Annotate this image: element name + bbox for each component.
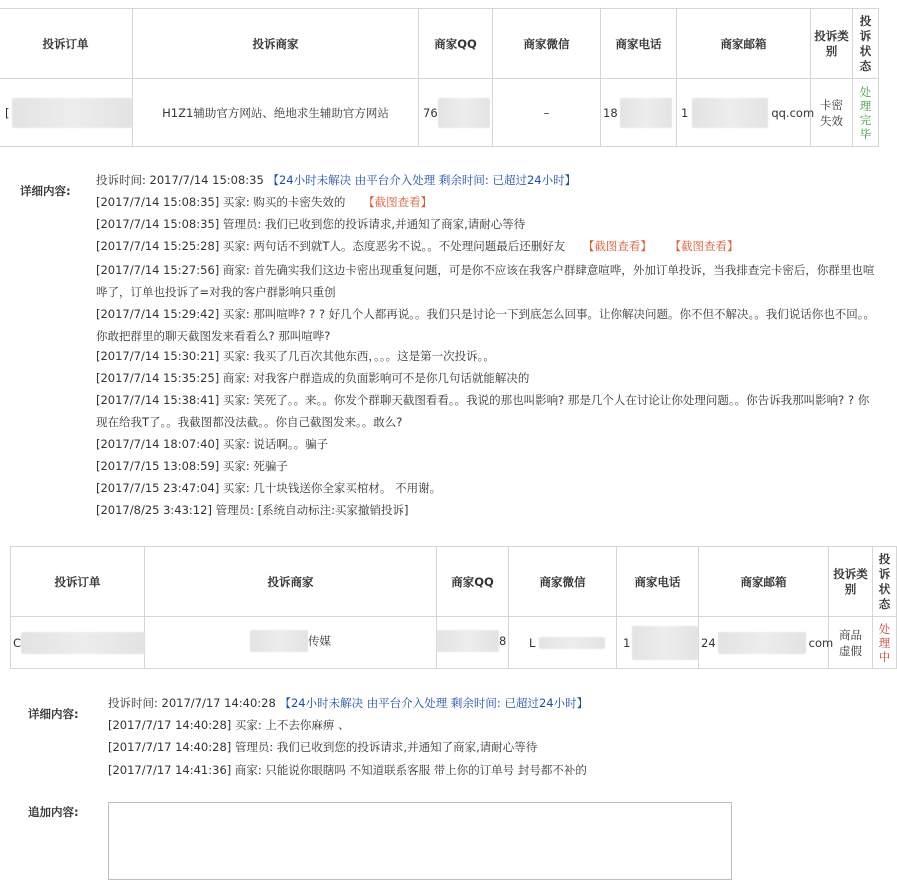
status-cell	[853, 79, 879, 147]
message-1: [2017/7/17 14:40:28] 买家: 上不去你麻痹 、	[108, 718, 350, 732]
header-merchant: 投诉商家	[133, 9, 419, 79]
complaint-table-1	[0, 8, 879, 147]
email-cell	[677, 79, 815, 147]
qq-prefix: 76	[423, 105, 438, 120]
email-prefix: 1	[681, 105, 689, 120]
message-2: [2017/7/14 15:08:35] 管理员: 我们已收到您的投诉请求,并通知了商家,请耐心等待	[96, 217, 526, 231]
redacted-qq	[437, 630, 499, 652]
message-2: [2017/7/17 14:40:28] 管理员: 我们已收到您的投诉请求,并通知了商家,请耐心等待	[108, 740, 538, 754]
message-9: [2017/7/14 18:07:40] 买家: 说话啊。。骗子	[96, 437, 329, 451]
header-order: 投诉订单	[11, 547, 145, 617]
header-qq: 商家QQ	[437, 547, 509, 617]
merchant-cell	[145, 617, 437, 669]
header-wechat: 商家微信	[493, 9, 601, 79]
header-email: 商家邮箱	[677, 9, 811, 79]
message-4: [2017/7/14 15:27:56] 商家: 首先确实我们这边卡密出现重复问题，可是你不应该在我客户群肆意喧哗，外加订单投诉，当我排查完卡密后，你群里也喧哗了，订单也投诉了=对我的客户群影响只重创	[96, 263, 875, 299]
message-1: [2017/7/14 15:08:35] 买家: 购买的卡密失效的 【截图查看】	[96, 195, 433, 209]
complaint-table-2	[10, 546, 897, 669]
redacted-phone	[632, 626, 698, 660]
status-processing: 处理中	[878, 621, 891, 664]
add-content-textarea[interactable]	[108, 802, 732, 880]
phone-cell	[617, 617, 699, 669]
header-order: 投诉订单	[0, 9, 133, 79]
message-5: [2017/7/14 15:29:42] 买家: 那叫喧哗? ? ? 好几个人都再说。。我们只是讨论一下到底怎么回事。让你解决问题。你不但不解决。。我们说话你也不回。。你敢把群里的聊天截图发来看看么? 那叫喧哗?	[96, 307, 875, 343]
screenshot-link[interactable]: 【截图查看】	[669, 239, 739, 253]
category-cell: 卡密失效	[811, 79, 853, 147]
email-cell	[699, 617, 834, 669]
header-category: 投诉类别	[829, 547, 873, 617]
email-suffix: com	[808, 635, 834, 650]
message-6: [2017/7/14 15:30:21] 买家: 我买了几百次其他东西，。。。这是第一次投诉。。	[96, 349, 495, 363]
add-content-label: 追加内容:	[28, 805, 79, 819]
header-merchant: 投诉商家	[145, 547, 437, 617]
complaint-time-2: 投诉时间: 2017/7/17 14:40:28 【24小时未解决 由平台介入处理 剩余时间: 已超过24小时】	[108, 696, 589, 710]
order-prefix: C	[13, 635, 22, 650]
phone-prefix: 1	[623, 635, 631, 650]
phone-cell	[601, 79, 677, 147]
status-cell	[873, 617, 897, 669]
redacted-qq	[438, 98, 490, 128]
wechat-prefix: L	[529, 635, 536, 650]
redacted-email	[718, 632, 806, 654]
header-status: 投诉状态	[853, 9, 879, 79]
redacted-phone	[620, 98, 672, 128]
header-phone: 商家电话	[601, 9, 677, 79]
header-wechat: 商家微信	[509, 547, 617, 617]
platform-status-1: 【24小时未解决 由平台介入处理 剩余时间: 已超过24小时】	[267, 173, 577, 187]
qq-cell	[419, 79, 493, 147]
redacted-email	[692, 98, 768, 128]
message-3: [2017/7/14 15:25:28] 买家: 两句话不到就T人。态度恶劣不说。。不处理问题最后还删好友 【截图查看】 【截图查看】	[96, 239, 739, 253]
order-prefix: [	[5, 105, 10, 120]
redacted-wechat	[539, 637, 605, 649]
merchant-suffix: 传媒	[308, 634, 331, 648]
email-suffix: qq.com	[771, 105, 815, 120]
merchant-cell: H1Z1辅助官方网站、绝地求生辅助官方网站	[133, 79, 419, 147]
message-8: [2017/7/14 15:38:41] 买家: 笑死了。。来。。你发个群聊天截图看看。。我说的那也叫影响? 那是几个人在讨论让你处理问题。。你告诉我那叫影响? ? 你现在给我T了。。我截图都没法截。。你自己截图发来。。敢么?	[96, 393, 870, 429]
header-email: 商家邮箱	[699, 547, 829, 617]
wechat-cell: –	[493, 79, 601, 147]
detail-label-2: 详细内容:	[28, 707, 79, 721]
status-done: 处理完毕	[859, 84, 872, 141]
message-3: [2017/7/17 14:41:36] 商家: 只能说你眼瞎吗 不知道联系客服 带上你的订单号 封号都不补的	[108, 763, 587, 777]
complaint-time-1: 投诉时间: 2017/7/14 15:08:35 【24小时未解决 由平台介入处理 剩余时间: 已超过24小时】	[96, 173, 577, 187]
email-prefix: 24	[701, 635, 716, 650]
message-7: [2017/7/14 15:35:25] 商家: 对我客户群造成的负面影响可不是你几句话就能解决的	[96, 371, 530, 385]
message-12: [2017/8/25 3:43:12] 管理员: [系统自动标注:买家撤销投诉]	[96, 503, 409, 517]
message-10: [2017/7/15 13:08:59] 买家: 死骗子	[96, 459, 288, 473]
redacted-merchant	[250, 630, 308, 652]
header-category: 投诉类别	[811, 9, 853, 79]
order-cell	[11, 617, 145, 669]
redacted-order	[21, 632, 145, 654]
qq-cell	[437, 617, 509, 669]
message-11: [2017/7/15 23:47:04] 买家: 几十块钱送你全家买棺材。 不用谢。	[96, 481, 442, 495]
order-cell	[0, 79, 133, 147]
header-qq: 商家QQ	[419, 9, 493, 79]
detail-label-1: 详细内容:	[20, 184, 71, 198]
header-status: 投诉状态	[873, 547, 897, 617]
qq-suffix: 8	[499, 634, 507, 648]
redacted-order	[12, 98, 132, 128]
header-phone: 商家电话	[617, 547, 699, 617]
screenshot-link[interactable]: 【截图查看】	[582, 239, 652, 253]
wechat-cell	[509, 617, 617, 669]
phone-prefix: 18	[603, 105, 618, 120]
screenshot-link[interactable]: 【截图查看】	[363, 195, 433, 209]
platform-status-2: 【24小时未解决 由平台介入处理 剩余时间: 已超过24小时】	[279, 696, 589, 710]
category-cell: 商品虚假	[829, 617, 873, 669]
